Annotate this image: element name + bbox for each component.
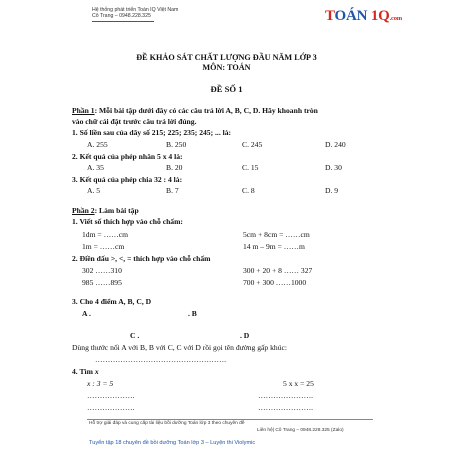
p2-q4-equation-b: 5 x x = 25 [283,379,314,388]
p2-question-3: 3. Cho 4 điểm A, B, C, D [72,297,152,306]
p2-question-2: 2. Điền dấu >, <, = thích hợp vào chỗ chấm [72,254,211,263]
p2-q4-answer-a1: ………………. [87,391,135,400]
p2-question-1: 1. Viết số thích hợp vào chỗ chấm: [72,217,183,226]
point-a: A . [82,309,91,318]
part1-instruction-cont: vào chữ cái đặt trước câu trả lời đúng. [72,117,197,126]
point-d: . D [240,331,250,340]
p1-q3-option-c: C. 8 [242,186,255,195]
p1-q3-option-a: A. 5 [87,186,101,195]
p1-q1-option-c: C. 245 [242,140,263,149]
p2-q2-item-c: 985 ……895 [82,278,122,287]
header-rule [92,21,154,22]
part1-instruction: Phần 1: Mỗi bài tập dưới đây có các câu trả lời A, B, C, D. Hãy khoanh tròn [72,106,318,115]
p2-q3-instruction: Dùng thước nối A với B, B với C, C với D rồi gọi tên đường gấp khúc: [72,343,287,352]
p2-q4-answer-b2: …………………. [258,403,314,412]
p2-q1-item-a: 1dm = ……cm [82,230,129,239]
p1-q1-option-b: B. 250 [166,140,187,149]
p1-q3-option-b: B. 7 [166,186,179,195]
p1-q2-option-d: D. 30 [325,163,342,172]
p1-q3-option-d: D. 9 [325,186,339,195]
p1-q2-option-b: B. 20 [166,163,183,172]
p2-q4-answer-b1: …………………. [258,391,314,400]
footer-collection: Tuyển tập 18 chuyên đề bồi dưỡng Toán lớp 3 – Luyện thi Violymic [89,440,256,446]
part2-heading: Phần 2: Làm bài tập [72,206,139,215]
p2-q4-answer-a2: ………………. [87,403,135,412]
footer-rule [87,419,373,420]
header-teacher: Cô Trang – 0948.228.325 [92,13,151,20]
subject-title: MÔN: TOÁN [202,63,251,72]
p1-q2-option-c: C. 15 [242,163,259,172]
p2-q2-item-a: 302 ……310 [82,266,122,275]
p1-q2-option-a: A. 35 [87,163,104,172]
p1-q1-option-a: A. 255 [87,140,108,149]
p2-q2-item-d: 700 + 300 ……1000 [243,278,307,287]
point-b: . B [188,309,197,318]
footer-support: Hỗ trợ giải đáp và cung cấp tài liệu bồi dưỡng Toán lớp 3 theo chuyên đề [89,421,245,426]
p2-q4-equation-a: x : 3 = 5 [87,379,114,388]
p1-q1-option-d: D. 240 [325,140,346,149]
p1-question-3: 3. Kết quả của phép chia 32 : 4 là: [72,175,183,184]
header-org: Hệ thống phát triển Toán IQ Việt Nam [92,7,179,13]
p2-question-4: 4. Tìm x [72,367,99,376]
p2-q2-item-b: 300 + 20 + 8 …… 327 [243,266,313,275]
exam-title: ĐỀ KHẢO SÁT CHẤT LƯỢNG ĐẦU NĂM LỚP 3 [136,53,317,62]
p2-q1-item-d: 14 m – 9m = ……m [243,242,305,251]
p1-question-1: 1. Số liền sau của dãy số 215; 225; 235; 245; ... là: [72,128,232,137]
p2-q1-item-c: 1m = ……cm [82,242,125,251]
p2-q3-answer-line: ……………………………………………. [95,355,226,364]
header-contact [92,7,178,22]
p1-question-2: 2. Kết quả của phép nhân 5 x 4 là: [72,152,183,161]
point-c: C . [130,331,140,340]
toan-iq-logo: TOÁN 1Q.com [325,8,402,24]
exam-number: ĐỀ SỐ 1 [210,84,243,94]
p2-q1-item-b: 5cm + 8cm = ……cm [243,230,310,239]
footer-contact: Liên hệ| Cô Trang – 0948.228.325 (Zalo) [257,428,344,433]
